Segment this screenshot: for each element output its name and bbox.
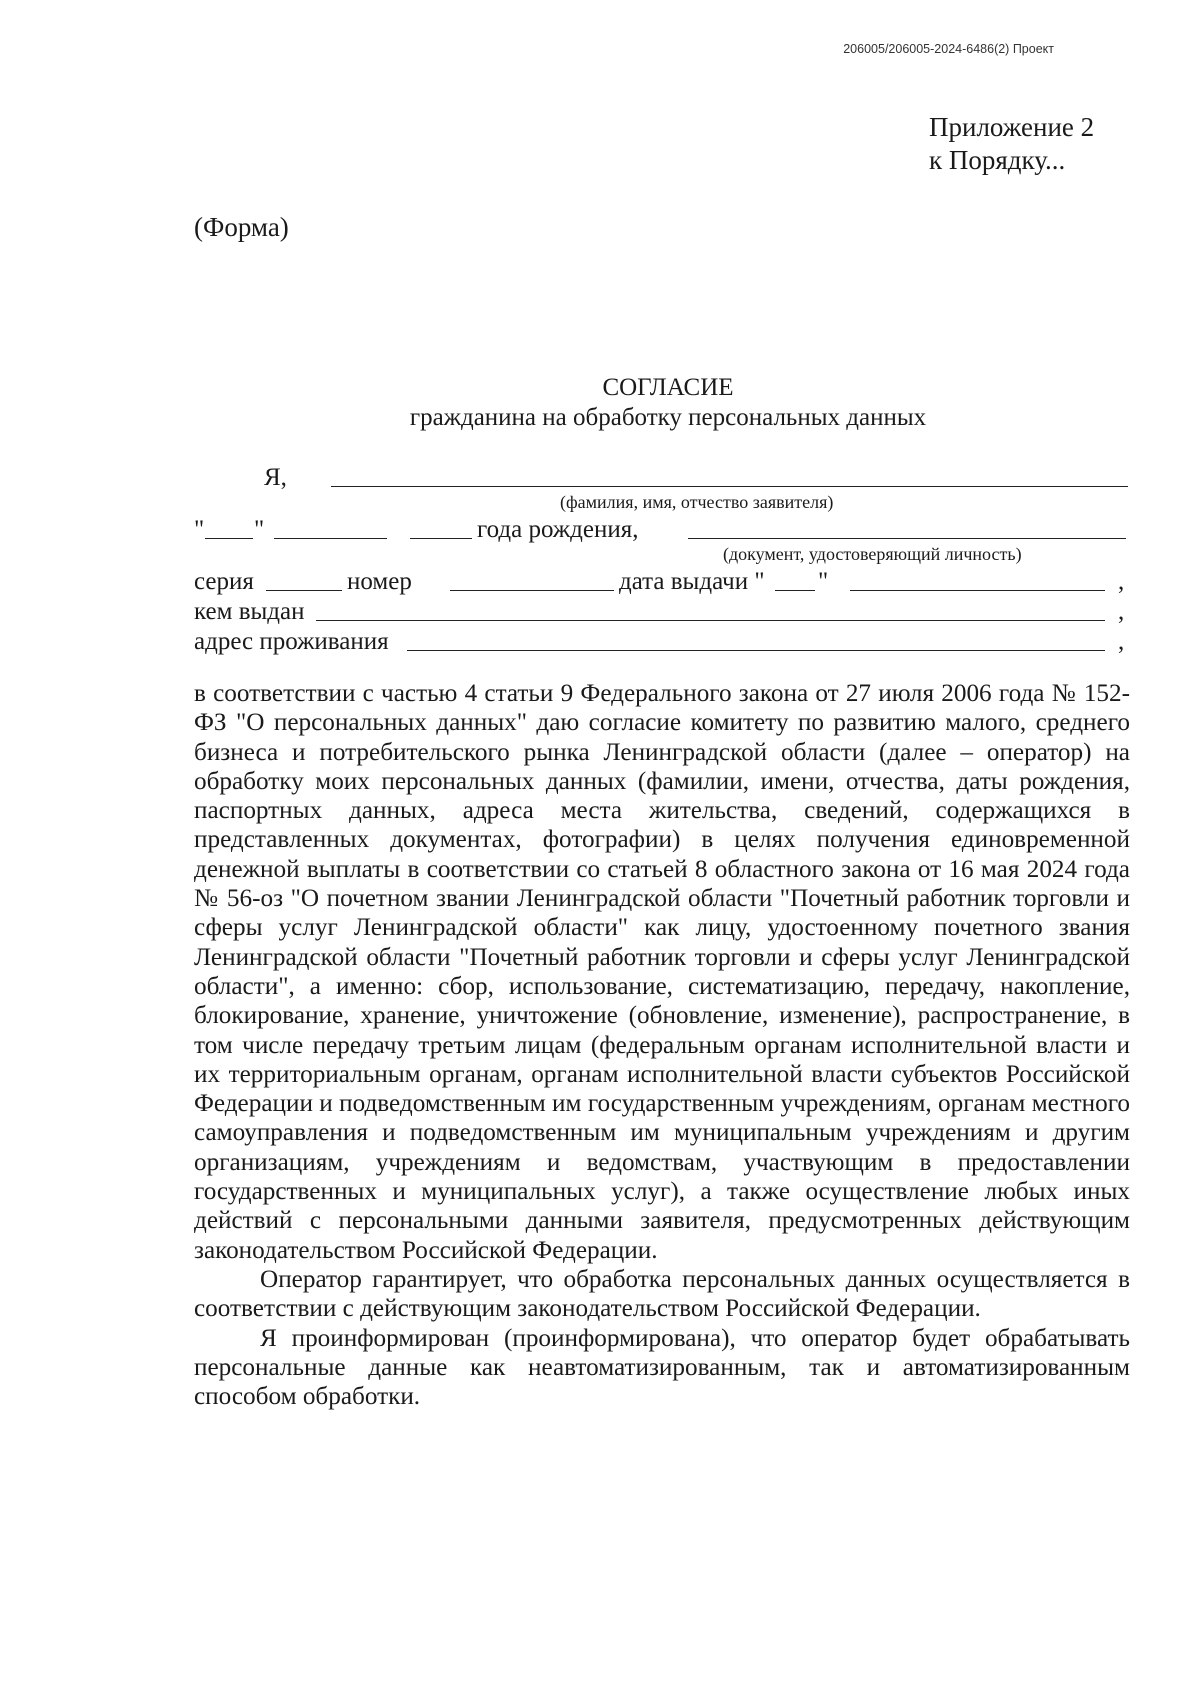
issued-by-label: кем выдан bbox=[194, 598, 305, 625]
appendix-reference bbox=[929, 111, 1094, 177]
birth-row bbox=[194, 514, 1130, 544]
consent-paragraph-3: Я проинформирован (проинформирована), что оператор будет обрабатывать персональные данные как неавтоматизированным, так и автоматизированным способом обработки. bbox=[194, 1324, 1130, 1411]
title-main: СОГЛАСИЕ bbox=[602, 374, 734, 401]
number-field[interactable] bbox=[450, 590, 614, 591]
series-field[interactable] bbox=[266, 590, 342, 591]
form-label: (Форма) bbox=[194, 212, 289, 242]
fio-row bbox=[194, 462, 1130, 492]
document-title bbox=[0, 373, 1200, 433]
document-id: 206005/206005-2024-6486(2) Проект bbox=[843, 42, 1054, 56]
number-label: номер bbox=[347, 568, 412, 595]
address-comma: , bbox=[1118, 628, 1125, 655]
fio-caption-row bbox=[194, 492, 1130, 514]
consent-paragraph-2: Оператор гарантирует, что обработка персональных данных осуществляется в соответствии с действующим законодательством Российской Федерации. bbox=[194, 1265, 1130, 1323]
doc-caption: (документ, удостоверяющий личность) bbox=[723, 544, 1022, 564]
doc-caption-row bbox=[194, 544, 1130, 566]
passport-row-comma: , bbox=[1118, 568, 1125, 595]
birth-day-field[interactable] bbox=[205, 538, 253, 539]
issue-day-quote-close: " bbox=[818, 568, 829, 595]
passport-row bbox=[194, 566, 1130, 596]
consent-paragraph-1: в соответствии с частью 4 статьи 9 Федерального закона от 27 июля 2006 года № 152-ФЗ "О персональных данных" даю согласие комитету по развитию малого, среднего бизнеса и потребительского рынка Ленинградской области (далее – оператор) на обработку моих персональных данных (фамилии, имени, отчества, даты рождения, паспортных данных, адреса места жительства, сведений, содержащихся в представленных документах, фотографии) в целях получения единовременной денежной выплаты в соответствии со статьей 8 областного закона от 16 мая 2024 года № 56-оз "О почетном звании Ленинградской области "Почетный работник торговли и сферы услуг Ленинградской области" как лицу, удостоенному почетного звания Ленинградской области "Почетный работник торговли и сферы услуг Ленинградской области", а именно: сбор, использование, систематизацию, передачу, накопление, блокирование, хранение, уничтожение (обновление, изменение), распространение, в том числе передачу третьим лицам (федеральным органам исполнительной власти и их территориальным органам, органам исполнительной власти субъектов Российской Федерации и подведомственным им государственным учреждениям, органам местного самоуправления и подведомственным им муниципальным учреждениям и другим организациям, учреждениям и ведомствам, участвующим в предоставлении государственных и муниципальных услуг), а также осуществление любых иных действий с персональными данными заявителя, предусмотренных действующим законодательством Российской Федерации. bbox=[194, 680, 1130, 1264]
fio-caption: (фамилия, имя, отчество заявителя) bbox=[560, 492, 834, 512]
issue-date-label: дата выдачи " bbox=[619, 568, 765, 595]
issue-month-year-field[interactable] bbox=[850, 590, 1105, 591]
address-row bbox=[194, 626, 1130, 656]
identity-document-field[interactable] bbox=[688, 538, 1126, 539]
birth-day-quote-open: " bbox=[194, 516, 205, 543]
issue-day-field[interactable] bbox=[775, 590, 815, 591]
birth-day-quote-close: " bbox=[254, 516, 265, 543]
appendix-line-1: Приложение 2 bbox=[929, 112, 1095, 142]
fio-field[interactable] bbox=[331, 486, 1128, 487]
appendix-line-2: к Порядку... bbox=[929, 145, 1066, 175]
applicant-form bbox=[194, 462, 1130, 656]
address-label: адрес проживания bbox=[194, 628, 389, 655]
i-label: Я, bbox=[264, 464, 287, 491]
title-subtitle: гражданина на обработку персональных данных bbox=[409, 404, 927, 431]
series-label: серия bbox=[194, 568, 254, 595]
issued-by-field[interactable] bbox=[316, 620, 1105, 621]
issued-by-comma: , bbox=[1118, 598, 1125, 625]
address-field[interactable] bbox=[407, 650, 1105, 651]
consent-text bbox=[194, 679, 1130, 1411]
birth-year-field[interactable] bbox=[410, 538, 472, 539]
birth-label: года рождения, bbox=[477, 516, 639, 543]
birth-month-field[interactable] bbox=[274, 538, 387, 539]
issued-by-row bbox=[194, 596, 1130, 626]
